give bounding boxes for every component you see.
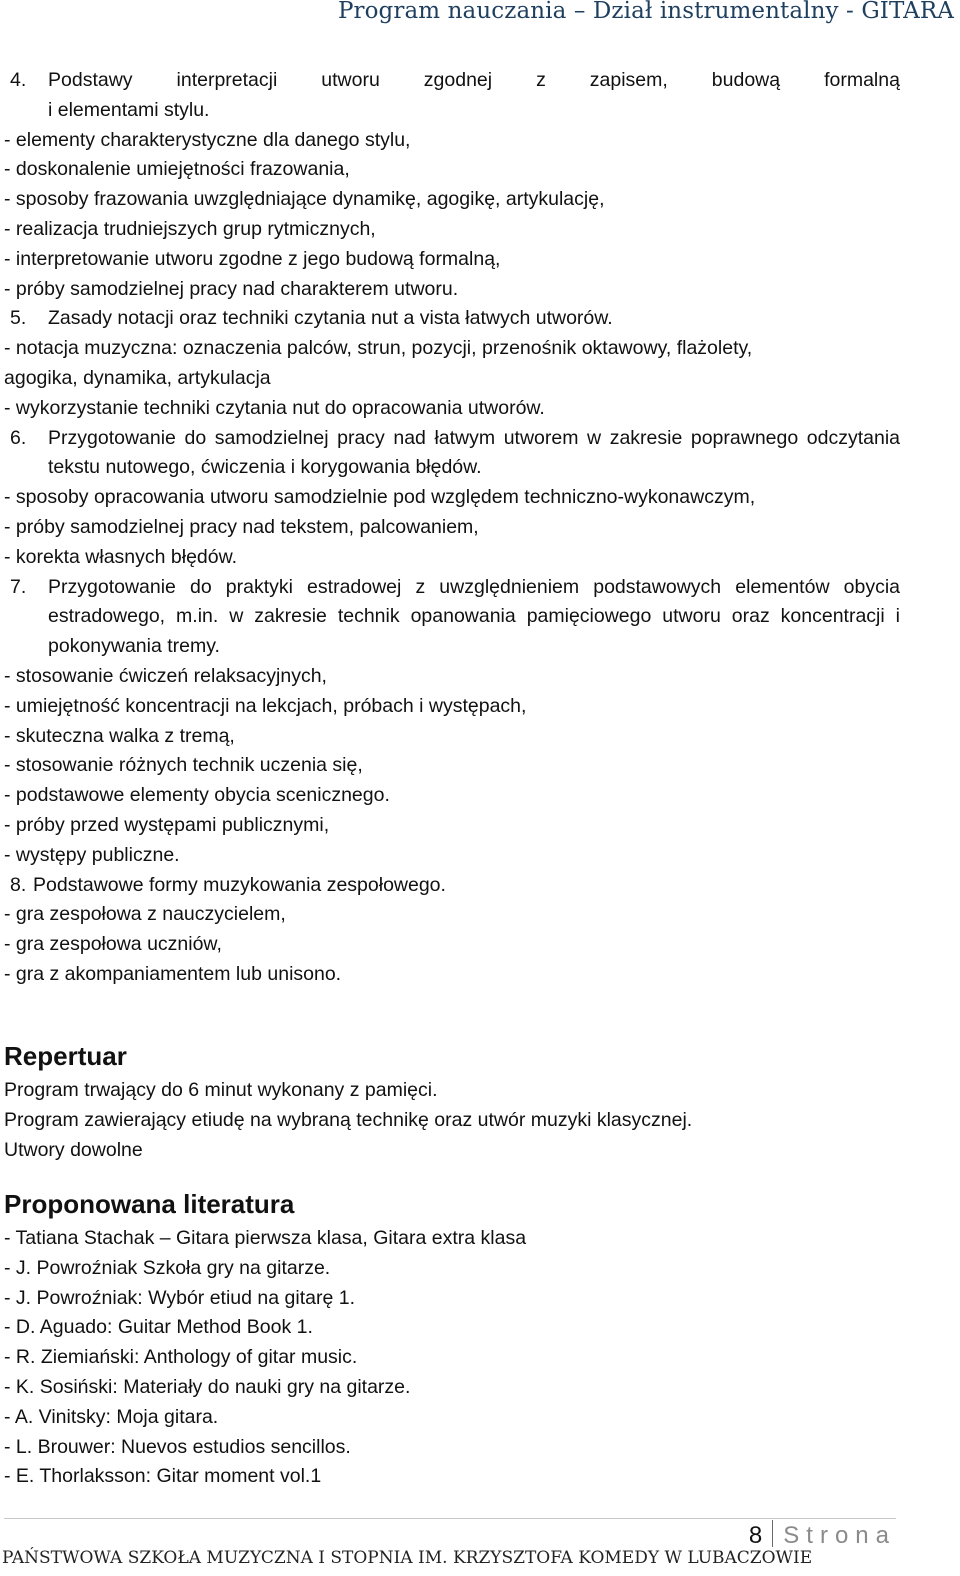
item-number: 4. <box>10 69 27 91</box>
word: interpretacji <box>176 69 278 91</box>
list-item-5 <box>4 304 900 423</box>
word: zgodnej <box>423 69 493 91</box>
page-number-word: Strona <box>783 1522 896 1549</box>
bullet-line: - próby samodzielnej pracy nad tekstem, palcowaniem, <box>4 515 479 538</box>
literatura-item: - L. Brouwer: Nuevos estudios sencillos. <box>4 1435 351 1458</box>
item-number: 7. <box>10 575 27 598</box>
word: zapisem, <box>589 69 668 91</box>
item-7-text: Przygotowanie do praktyki estradowej z uwzględnieniem podstawowych elementów obycia estradowego, m.in. w zakresie technik opanowania pamięciowego utworu oraz koncentracji i pokonywania tremy. <box>48 575 900 658</box>
item-8-heading <box>4 871 900 901</box>
list-item-6 <box>4 424 900 573</box>
word: budową <box>711 69 781 91</box>
literatura-item: - K. Sosiński: Materiały do nauki gry na gitarze. <box>4 1375 411 1398</box>
item-6-heading <box>4 424 900 484</box>
footer-school-name: PAŃSTWOWA SZKOŁA MUZYCZNA I STOPNIA IM. KRZYSZTOFA KOMEDY W LUBACZOWIE <box>2 1548 813 1568</box>
bullet-line: - elementy charakterystyczne dla danego stylu, <box>4 128 411 151</box>
bullet-line: - wykorzystanie techniki czytania nut do opracowania utworów. <box>4 396 545 419</box>
bullet-line: - sposoby opracowania utworu samodzielnie pod względem techniczno-wykonawczym, <box>4 486 756 509</box>
literatura-item: - Tatiana Stachak – Gitara pierwsza klasa, Gitara extra klasa <box>4 1227 527 1249</box>
page-header-title: Program nauczania – Dział instrumentalny - GITARA <box>337 0 954 24</box>
item-7-heading <box>4 573 900 662</box>
item-5-text: Zasady notacji oraz techniki czytania nut a vista łatwych utworów. <box>48 307 613 330</box>
literatura-item: - A. Vinitsky: Moja gitara. <box>4 1405 219 1428</box>
literatura-section <box>4 1188 904 1492</box>
word: utworu <box>321 69 380 91</box>
page-number <box>749 1520 896 1550</box>
bullet-line: - stosowanie różnych technik uczenia się, <box>4 754 363 777</box>
literatura-item: - D. Aguado: Guitar Method Book 1. <box>4 1316 313 1339</box>
bullet-line: - korekta własnych błędów. <box>4 545 238 568</box>
literatura-item: - J. Powroźniak: Wybór etiud na gitarę 1. <box>4 1286 355 1309</box>
repertuar-section <box>4 1040 904 1165</box>
bullet-line: agogika, dynamika, artykulacja <box>4 366 271 389</box>
item-5-heading <box>4 304 900 334</box>
literatura-item: - J. Powroźniak Szkoła gry na gitarze. <box>4 1256 331 1279</box>
footer-divider <box>4 1518 896 1519</box>
repertuar-line: Utwory dowolne <box>4 1138 143 1161</box>
document-body <box>4 66 900 990</box>
page-number-value: 8 <box>748 1522 763 1549</box>
literatura-item: - E. Thorlaksson: Gitar moment vol.1 <box>4 1465 322 1488</box>
bullet-line: - stosowanie ćwiczeń relaksacyjnych, <box>4 664 327 687</box>
bullet-line: - gra zespołowa z nauczycielem, <box>4 903 286 926</box>
bullet-line: - skuteczna walka z tremą, <box>4 724 235 747</box>
literatura-item: - R. Ziemiański: Anthology of gitar music. <box>4 1346 358 1369</box>
bullet-line: - podstawowe elementy obycia scenicznego. <box>4 784 390 807</box>
item-number: 5. <box>10 307 27 330</box>
bullet-line: - gra zespołowa uczniów, <box>4 933 222 956</box>
item-4-heading <box>4 66 900 96</box>
item-4-continuation: i elementami stylu. <box>48 98 210 121</box>
item-number: 8. <box>10 873 27 896</box>
repertuar-heading: Repertuar <box>4 1041 127 1071</box>
item-number: 6. <box>10 426 27 449</box>
bullet-line: - próby samodzielnej pracy nad charakterem utworu. <box>4 277 459 300</box>
bullet-line: - notacja muzyczna: oznaczenia palców, strun, pozycji, przenośnik oktawowy, flażolety, <box>4 337 753 360</box>
item-4-words <box>48 66 900 96</box>
bullet-line: - gra z akompaniamentem lub unisono. <box>4 962 342 985</box>
item-6-text: Przygotowanie do samodzielnej pracy nad łatwym utworem w zakresie poprawnego odczytania tekstu nutowego, ćwiczenia i korygowania błędów. <box>48 426 900 479</box>
bullet-line: - interpretowanie utworu zgodne z jego budową formalną, <box>4 247 501 270</box>
bullet-line: - realizacja trudniejszych grup rytmicznych, <box>4 217 376 240</box>
bullet-line: - występy publiczne. <box>4 843 180 866</box>
repertuar-line: Program trwający do 6 minut wykonany z pamięci. <box>4 1079 438 1101</box>
list-item-7 <box>4 573 900 871</box>
word: Podstawy <box>48 69 133 91</box>
bullet-line: - umiejętność koncentracji na lekcjach, próbach i występach, <box>4 694 527 717</box>
bullet-line: - sposoby frazowania uwzględniające dynamikę, agogikę, artykulację, <box>4 188 605 211</box>
word: formalną <box>824 69 900 91</box>
list-item-4 <box>4 66 900 304</box>
bullet-line: - próby przed występami publicznymi, <box>4 813 330 836</box>
word: z <box>536 69 546 91</box>
list-item-8 <box>4 871 900 990</box>
literatura-heading: Proponowana literatura <box>4 1189 295 1219</box>
bullet-line: - doskonalenie umiejętności frazowania, <box>4 158 350 181</box>
repertuar-line: Program zawierający etiudę na wybraną technikę oraz utwór muzyki klasycznej. <box>4 1108 693 1131</box>
item-8-text: Podstawowe formy muzykowania zespołowego. <box>33 873 446 896</box>
page-number-separator <box>772 1520 773 1547</box>
